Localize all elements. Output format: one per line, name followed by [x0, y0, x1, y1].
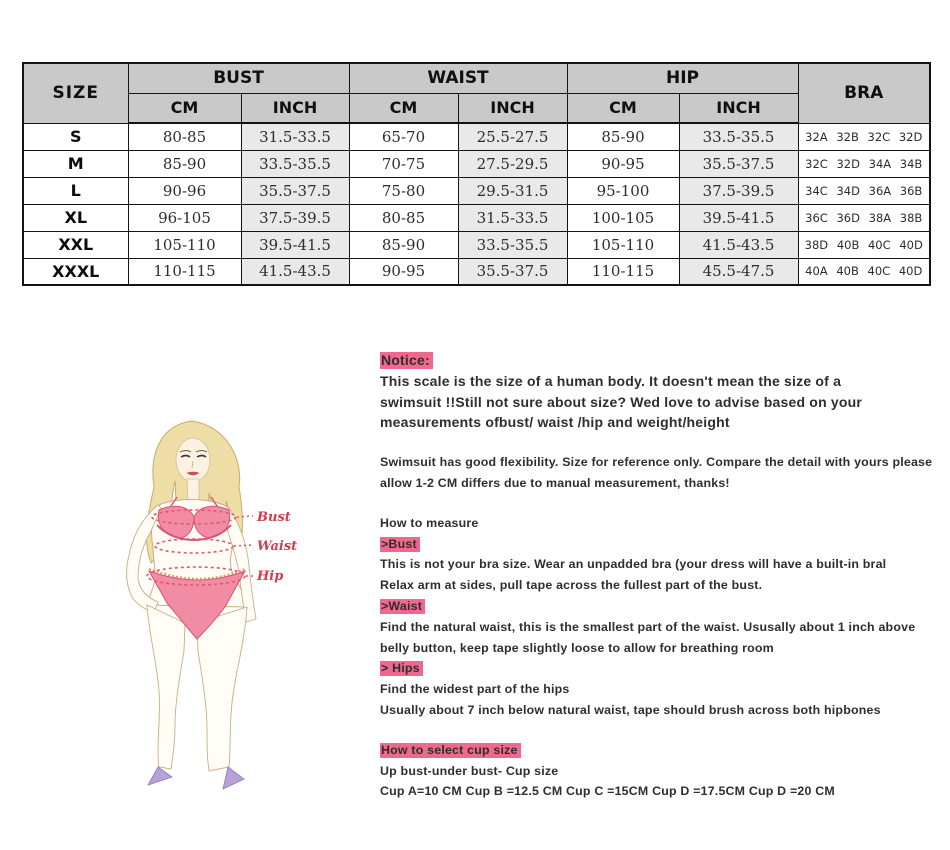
note-text-line: Find the widest part of the hips [380, 682, 570, 697]
waist-cm-cell: 90-95 [349, 258, 458, 285]
bust-label: Bust [257, 510, 291, 525]
bust-inch-cell: 31.5-33.5 [241, 123, 349, 150]
table-row [23, 177, 930, 204]
header-waist-cm: CM [349, 93, 458, 123]
size-cell: M [23, 150, 128, 177]
bra-cell: 32A 32B 32C 32D [798, 123, 930, 150]
header-hip: HIP [567, 63, 798, 93]
waist-cm-cell: 85-90 [349, 231, 458, 258]
hip-label: Hip [257, 569, 284, 584]
hip-inch-cell: 35.5-37.5 [679, 150, 798, 177]
header-size: SIZE [23, 63, 128, 123]
bust-inch-cell: 41.5-43.5 [241, 258, 349, 285]
note-text-line: Relax arm at sides, pull tape across the fullest part of the bust. [380, 578, 763, 593]
table-row [23, 204, 930, 231]
note-text-line: Find the natural waist, this is the smallest part of the waist. Ususally about 1 inch above [380, 619, 916, 634]
bra-cell: 34C 34D 36A 36B [798, 177, 930, 204]
waist-inch-cell: 31.5-33.5 [458, 204, 567, 231]
table-row [23, 231, 930, 258]
hip-inch-cell: 37.5-39.5 [679, 177, 798, 204]
header-waist-inch: INCH [458, 93, 567, 123]
size-cell: L [23, 177, 128, 204]
table-header-row-groups [23, 63, 930, 93]
size-cell: XL [23, 204, 128, 231]
table-row [23, 123, 930, 150]
header-bust-inch: INCH [241, 93, 349, 123]
highlighted-heading [380, 534, 940, 555]
header-bra: BRA [798, 63, 930, 123]
highlighted-heading [380, 658, 940, 679]
note-text-line: swimsuit !!Still not sure about size? Wed love to advise based on your [380, 393, 863, 410]
waist-cm-cell: 80-85 [349, 204, 458, 231]
waist-inch-cell: 33.5-35.5 [458, 231, 567, 258]
note-text-line: Up bust-under bust- Cup size [380, 763, 559, 778]
waist-label: Waist [257, 539, 298, 554]
bust-cm-cell: 110-115 [128, 258, 241, 285]
bra-cell: 36C 36D 38A 38B [798, 204, 930, 231]
waist-inch-cell: 29.5-31.5 [458, 177, 567, 204]
highlighted-heading [380, 350, 940, 371]
bra-cell: 32C 32D 34A 34B [798, 150, 930, 177]
hip-cm-cell: 90-95 [567, 150, 679, 177]
highlighted-heading [380, 740, 940, 761]
header-hip-cm: CM [567, 93, 679, 123]
note-text-line: Usually about 7 inch below natural waist, tape should brush across both hipbones [380, 702, 881, 717]
size-chart-table-container [22, 62, 931, 286]
highlighted-heading [380, 596, 940, 617]
header-hip-inch: INCH [679, 93, 798, 123]
highlight-text: > Hips [380, 661, 423, 676]
shoe-left [148, 767, 172, 785]
bust-cm-cell: 96-105 [128, 204, 241, 231]
hip-cm-cell: 85-90 [567, 123, 679, 150]
note-text-line: How to measure [380, 515, 479, 530]
highlight-text: >Waist [380, 599, 425, 614]
note-text-line: measurements ofbust/ waist /hip and weight/height [380, 414, 730, 431]
waist-inch-cell: 35.5-37.5 [458, 258, 567, 285]
waist-cm-cell: 70-75 [349, 150, 458, 177]
hip-cm-cell: 110-115 [567, 258, 679, 285]
leg-left [147, 605, 185, 769]
highlight-text: >Bust [380, 537, 420, 552]
spacer [380, 721, 940, 740]
bust-inch-cell: 33.5-35.5 [241, 150, 349, 177]
size-cell: XXL [23, 231, 128, 258]
note-text-line: This scale is the size of a human body. It doesn't mean the size of a [380, 372, 842, 389]
bust-inch-cell: 39.5-41.5 [241, 231, 349, 258]
hip-inch-cell: 39.5-41.5 [679, 204, 798, 231]
note-text-line: allow 1-2 CM differs due to manual measurement, thanks! [380, 475, 730, 490]
bust-inch-cell: 37.5-39.5 [241, 204, 349, 231]
table-header-row-units [23, 93, 930, 123]
bust-cm-cell: 105-110 [128, 231, 241, 258]
measurement-figure [95, 413, 405, 828]
size-cell: XXXL [23, 258, 128, 285]
hip-cm-cell: 95-100 [567, 177, 679, 204]
note-text-line: Cup A=10 CM Cup B =12.5 CM Cup C =15CM Cup D =17.5CM Cup D =20 CM [380, 784, 835, 799]
bust-cm-cell: 80-85 [128, 123, 241, 150]
bra-cell: 40A 40B 40C 40D [798, 258, 930, 285]
waist-inch-cell: 27.5-29.5 [458, 150, 567, 177]
bust-cm-cell: 85-90 [128, 150, 241, 177]
neck [187, 479, 199, 501]
waist-cm-cell: 75-80 [349, 177, 458, 204]
note-text-line: belly button, keep tape slightly loose to allow for breathing room [380, 640, 774, 655]
hip-cm-cell: 100-105 [567, 204, 679, 231]
spacer [380, 433, 940, 452]
size-cell: S [23, 123, 128, 150]
header-bust-cm: CM [128, 93, 241, 123]
hip-inch-cell: 41.5-43.5 [679, 231, 798, 258]
face [176, 438, 210, 482]
spacer [380, 494, 940, 513]
size-table-body [23, 123, 930, 285]
bra-cell: 38D 40B 40C 40D [798, 231, 930, 258]
header-waist: WAIST [349, 63, 567, 93]
body-sketch-illustration [95, 413, 405, 828]
note-text-line: This is not your bra size. Wear an unpadded bra (your dress will have a built-in bral [380, 557, 887, 572]
highlight-text: How to select cup size [380, 743, 521, 758]
table-row [23, 258, 930, 285]
shoe-right [223, 767, 244, 789]
size-chart-table [22, 62, 931, 286]
waist-inch-cell: 25.5-27.5 [458, 123, 567, 150]
hip-inch-cell: 45.5-47.5 [679, 258, 798, 285]
bust-cm-cell: 90-96 [128, 177, 241, 204]
waist-cm-cell: 65-70 [349, 123, 458, 150]
hip-inch-cell: 33.5-35.5 [679, 123, 798, 150]
highlight-text: Notice: [380, 352, 433, 369]
note-text-line: Swimsuit has good flexibility. Size for reference only. Compare the detail with yours please [380, 455, 933, 470]
table-row [23, 150, 930, 177]
bust-inch-cell: 35.5-37.5 [241, 177, 349, 204]
hip-cm-cell: 105-110 [567, 231, 679, 258]
sizing-notes [380, 350, 940, 802]
header-bust: BUST [128, 63, 349, 93]
